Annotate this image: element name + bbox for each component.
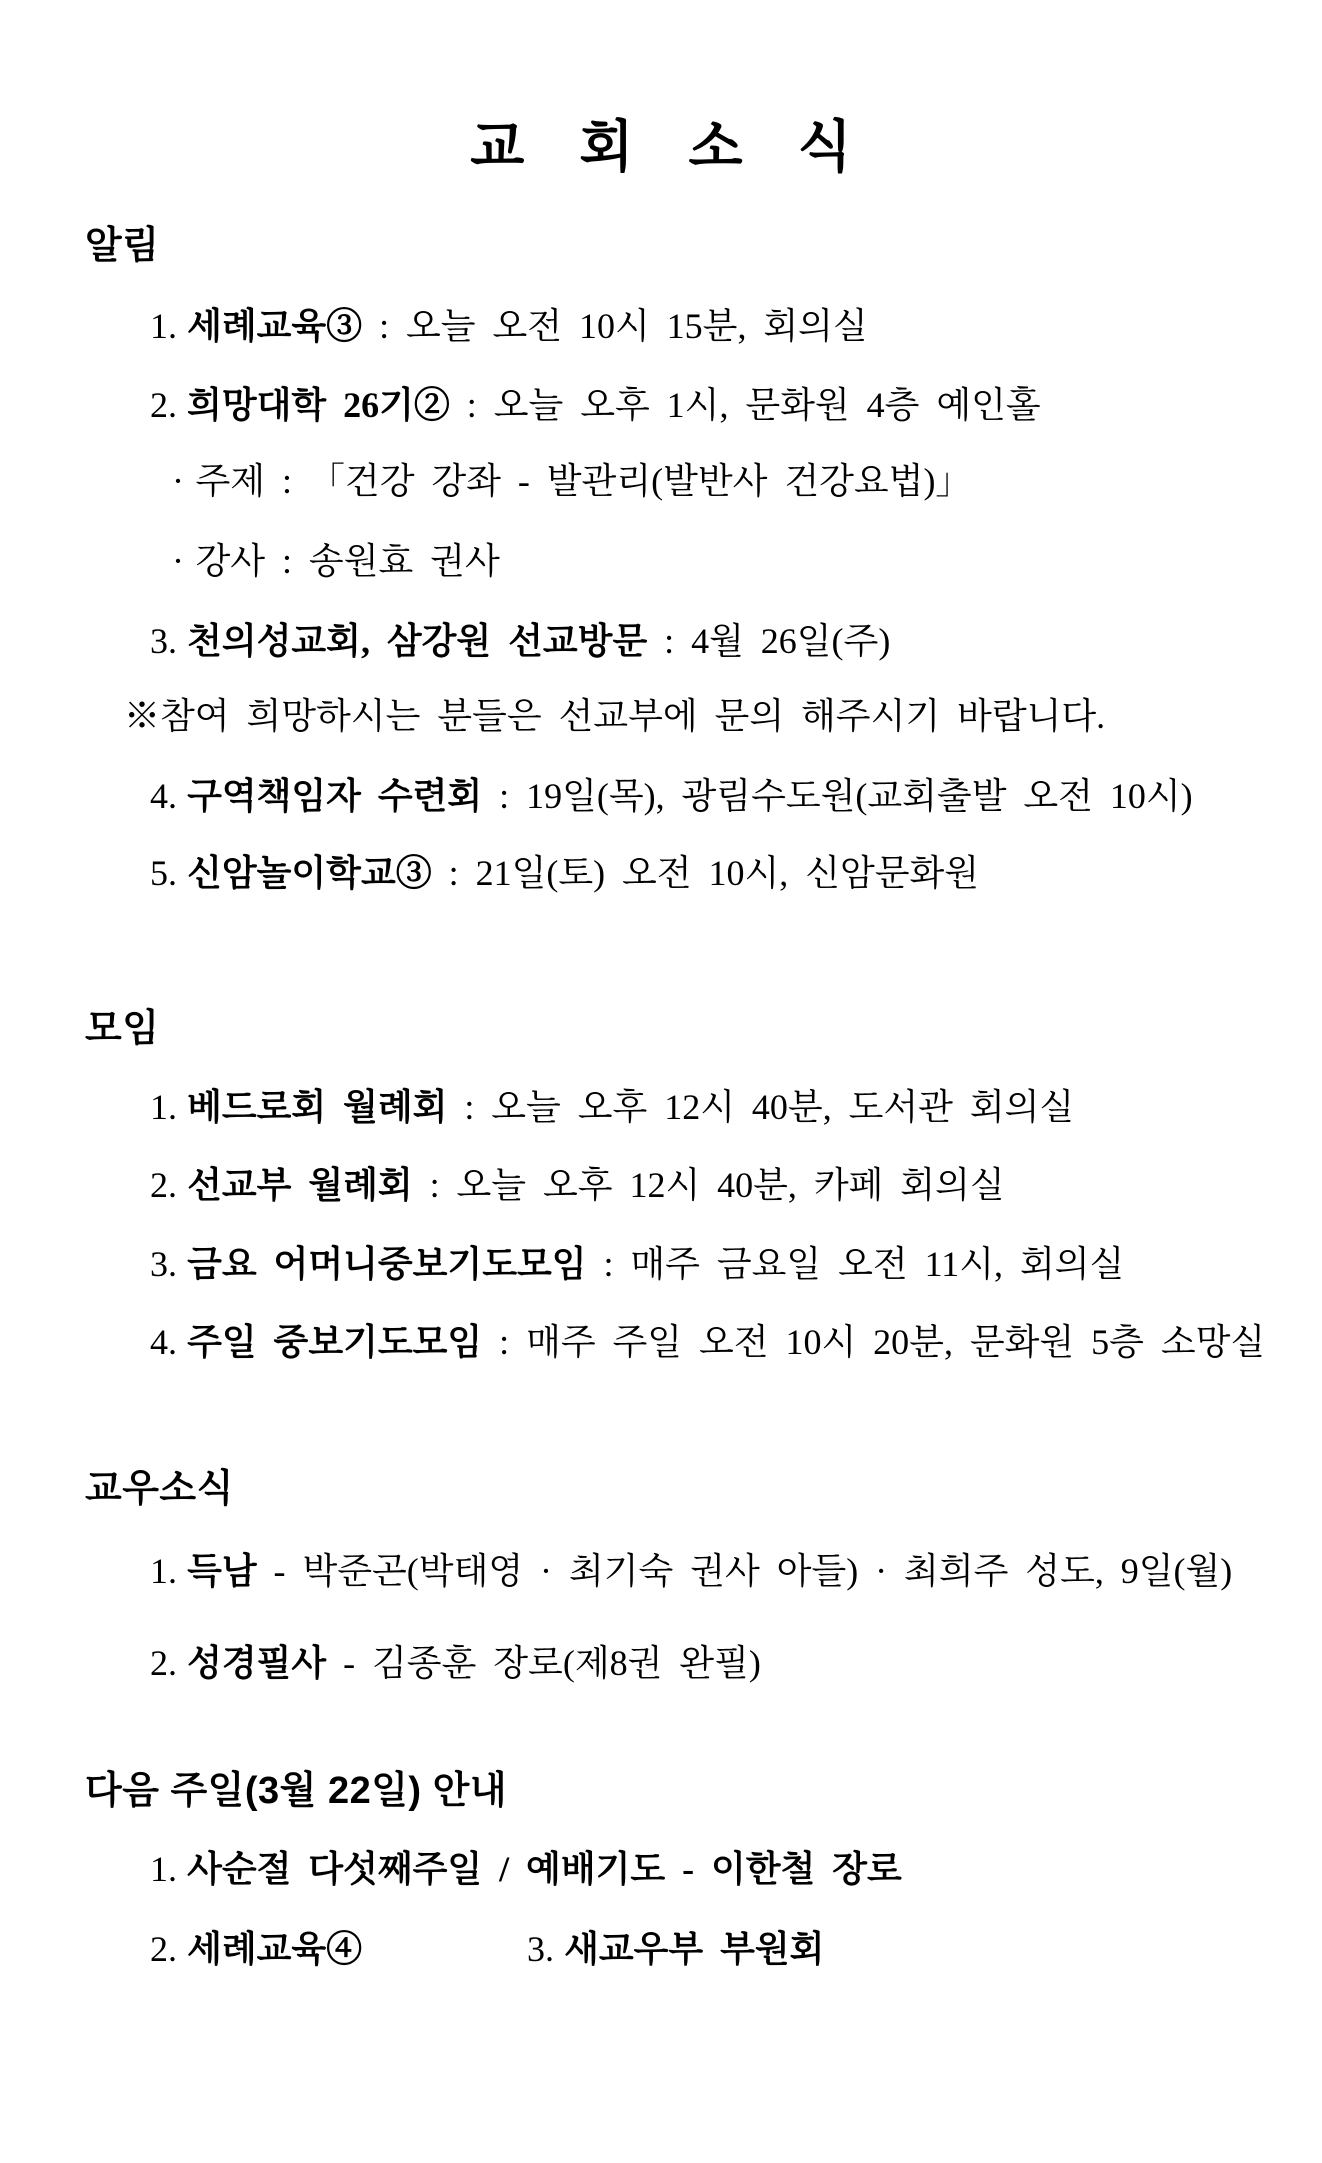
notices-item-5	[150, 852, 979, 895]
item-label: 금요 어머니중보기도모임	[187, 1244, 587, 1284]
section-heading-next-sunday: 다음 주일(3월 22일) 안내	[85, 1770, 508, 1812]
item-number: 3.	[150, 621, 177, 661]
item-number: 1.	[150, 1849, 177, 1889]
note-text: ※참여 희망하시는 분들은 선교부에 문의 해주시기 바랍니다.	[124, 696, 1106, 736]
item-label: 세례교육④	[187, 1929, 363, 1969]
item-separator: :	[647, 621, 692, 661]
next-sunday-item-1	[150, 1848, 902, 1891]
item-number: 2.	[150, 1643, 177, 1683]
item-number: 4.	[150, 776, 177, 816]
item-number: 2.	[150, 1929, 177, 1969]
meetings-item-3	[150, 1243, 1124, 1286]
item-separator: :	[265, 461, 309, 501]
item-label: 구역책임자 수련회	[187, 776, 483, 816]
notices-subitem-lecturer	[172, 540, 500, 583]
item-text: 오늘 오후 1시, 문화원 4층 예인홀	[493, 385, 1041, 425]
item-separator: :	[265, 541, 309, 581]
item-number: 5.	[150, 853, 177, 893]
item-label: 세례교육③	[187, 306, 363, 346]
item-number: 1.	[150, 1551, 177, 1591]
item-text: 오늘 오후 12시 40분, 카페 회의실	[456, 1165, 1005, 1205]
member-news-item-1	[150, 1550, 1232, 1593]
item-number: 3.	[527, 1929, 554, 1969]
item-label: 천의성교회, 삼강원 선교방문	[187, 621, 648, 661]
subitem-label: 주제	[195, 461, 266, 501]
meetings-item-1	[150, 1086, 1074, 1129]
page-title: 교회소식	[470, 115, 907, 178]
item-number: 1.	[150, 306, 177, 346]
notices-subitem-topic	[172, 460, 971, 503]
item-separator: :	[482, 1322, 527, 1362]
bullet-dot-icon: ·	[172, 541, 184, 581]
item-text: 매주 주일 오전 10시 20분, 문화원 5층 소망실	[526, 1322, 1266, 1362]
item-separator: :	[412, 1165, 457, 1205]
notices-item-3	[150, 620, 890, 663]
item-text: 김종훈 장로(제8권 완필)	[372, 1643, 761, 1683]
next-sunday-item-3	[527, 1928, 824, 1971]
page-title-row	[0, 116, 1322, 178]
item-text: 21일(토) 오전 10시, 신암문화원	[475, 853, 980, 893]
item-label: 선교부 월례회	[187, 1165, 413, 1205]
subitem-label: 강사	[195, 541, 266, 581]
item-label: 새교우부 부원회	[564, 1929, 825, 1969]
section-heading-member-news: 교우소식	[85, 1468, 234, 1510]
item-label: 득남	[187, 1551, 257, 1591]
item-label: 성경필사	[187, 1643, 327, 1683]
subitem-text: 송원효 권사	[308, 541, 500, 581]
item-number: 2.	[150, 385, 177, 425]
item-separator: :	[482, 776, 527, 816]
item-text: 19일(목), 광림수도원(교회출발 오전 10시)	[526, 776, 1193, 816]
section-heading-notices: 알림	[85, 225, 160, 267]
item-label: 희망대학 26기②	[187, 385, 450, 425]
item-number: 3.	[150, 1244, 177, 1284]
item-text: 박준곤(박태영 · 최기숙 권사 아들) · 최희주 성도, 9일(월)	[302, 1551, 1233, 1591]
item-label: 신암놀이학교③	[187, 853, 432, 893]
item-separator: :	[447, 1087, 492, 1127]
item-text: 오늘 오전 10시 15분, 회의실	[406, 306, 868, 346]
item-label: 베드로회 월례회	[187, 1087, 448, 1127]
notices-item-4	[150, 775, 1193, 818]
notices-item-2	[150, 384, 1041, 427]
item-text: 4월 26일(주)	[691, 621, 891, 661]
item-number: 4.	[150, 1322, 177, 1362]
notices-item-1	[150, 305, 868, 348]
next-sunday-item-2	[150, 1928, 362, 1971]
item-label: 사순절 다섯째주일 / 예배기도 - 이한철 장로	[187, 1849, 902, 1889]
meetings-item-2	[150, 1164, 1005, 1207]
item-separator: :	[449, 385, 494, 425]
meetings-item-4	[150, 1321, 1265, 1364]
section-heading-meetings: 모임	[85, 1008, 160, 1050]
item-label: 주일 중보기도모임	[187, 1322, 483, 1362]
item-text: 오늘 오후 12시 40분, 도서관 회의실	[491, 1087, 1075, 1127]
member-news-item-2	[150, 1642, 761, 1685]
item-separator: -	[256, 1551, 303, 1591]
item-number: 1.	[150, 1087, 177, 1127]
subitem-text: 「건강 강좌 - 발관리(발반사 건강요법)」	[308, 461, 972, 501]
item-separator: :	[431, 853, 476, 893]
bullet-dot-icon: ·	[172, 461, 184, 501]
notices-note	[124, 695, 1105, 738]
item-separator: :	[362, 306, 407, 346]
item-separator: :	[586, 1244, 631, 1284]
item-separator: -	[326, 1643, 373, 1683]
item-text: 매주 금요일 오전 11시, 회의실	[630, 1244, 1125, 1284]
item-number: 2.	[150, 1165, 177, 1205]
